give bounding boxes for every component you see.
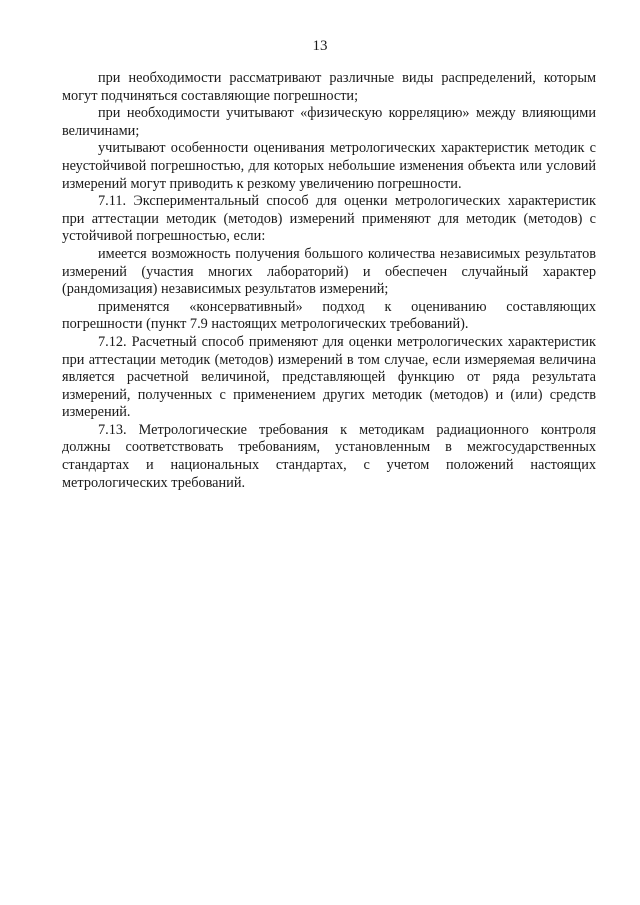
paragraph-unstable-error: учитывают особенности оценивания метрологических характеристик методик с неустойчивой погрешностью, для которых небольшие изменения объекта или условий измерений могут приводить к резкому увеличению погрешности. xyxy=(62,140,596,192)
paragraph-conservative-approach: применятся «консервативный» подход к оцениванию составляющих погрешности (пункт 7.9 настоящих метрологических требований). xyxy=(62,298,596,333)
paragraph-7-12: 7.12. Расчетный способ применяют для оценки метрологических характеристик при аттестации методик (методов) измерений в том случае, если измеряемая величина является расчетной величиной, представляющей функцию от ряда результата измерений, полученных с применением других методик (методов) и (или) средств измерений. xyxy=(62,333,596,421)
paragraph-7-13: 7.13. Метрологические требования к методикам радиационного контроля должны соответствовать требованиям, установленным в межгосударственных стандартах и национальных стандартах, с учетом положений настоящих метрологических требований. xyxy=(62,421,596,491)
paragraph-independent-results: имеется возможность получения большого количества независимых результатов измерений (участия многих лабораторий) и обеспечен случайный характер (рандомизация) независимых результатов измерений; xyxy=(62,245,596,298)
paragraph-distributions: при необходимости рассматривают различные виды распределений, которым могут подчиняться составляющие погрешности; xyxy=(62,70,596,104)
document-body xyxy=(62,70,596,492)
page-number: 13 xyxy=(312,38,328,54)
paragraph-physical-correlation: при необходимости учитывают «физическую корреляцию» между влияющими величинами; xyxy=(62,105,596,139)
paragraph-7-11: 7.11. Экспериментальный способ для оценки метрологических характеристик при аттестации методик (методов) измерений применяют для методик (методов) с устойчивой погрешностью, если: xyxy=(62,193,596,245)
